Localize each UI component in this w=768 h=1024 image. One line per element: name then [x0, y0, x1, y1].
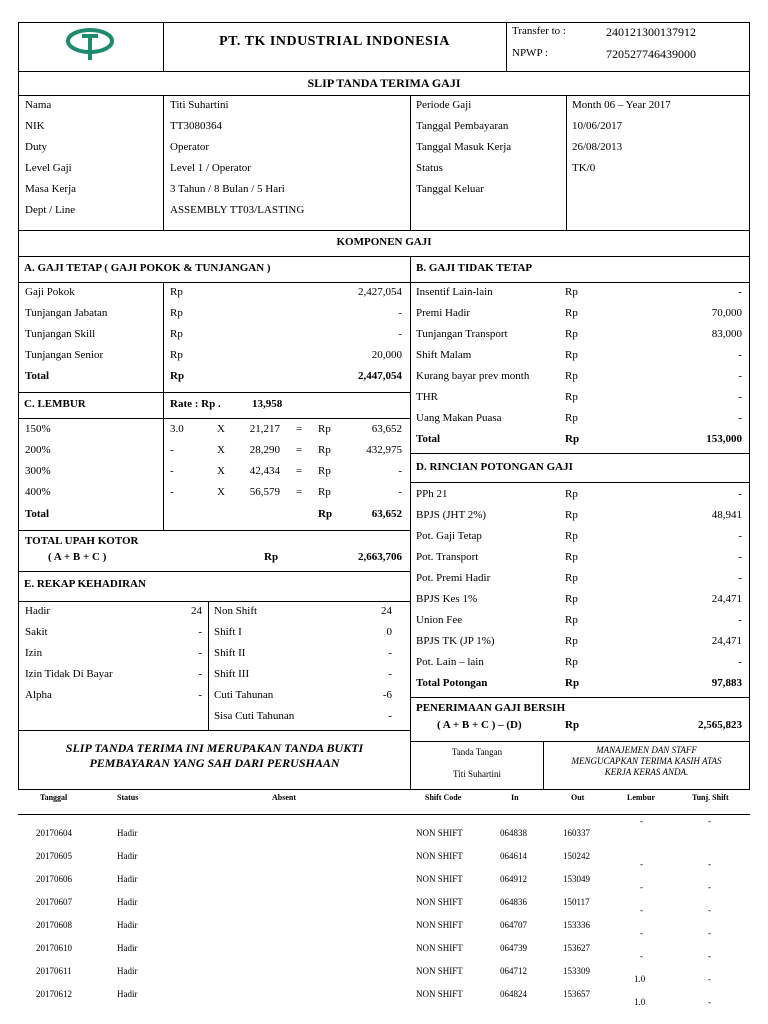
potongan-value: 97,883	[711, 677, 742, 689]
gaji-tidak-tetap-label: THR	[416, 391, 438, 403]
gaji-tidak-tetap-value: -	[738, 412, 742, 424]
potongan-label: BPJS Kes 1%	[416, 593, 478, 605]
lembur-label: 300%	[25, 465, 51, 477]
potongan-cur: Rp	[565, 677, 580, 689]
lembur-eq: =	[296, 423, 303, 435]
period-value: 26/08/2013	[572, 141, 623, 153]
kehadiran-value: -	[198, 668, 202, 680]
period-value: TK/0	[572, 162, 596, 174]
gaji-tidak-tetap-label: Kurang bayar prev month	[416, 370, 530, 382]
lembur-hours: -	[170, 486, 174, 498]
attendance-in: 064707	[500, 920, 527, 930]
gaji-tetap-title: A. GAJI TETAP ( GAJI POKOK & TUNJANGAN )	[24, 262, 271, 274]
attendance-date: 20170612	[36, 989, 72, 999]
upah-kotor-title: TOTAL UPAH KOTOR	[25, 535, 139, 547]
gaji-tetap-value: -	[398, 307, 402, 319]
gaji-tidak-tetap-value: -	[738, 286, 742, 298]
upah-kotor-value: 2,663,706	[358, 551, 402, 563]
lembur-eq: =	[296, 465, 303, 477]
upah-kotor-cur: Rp	[264, 551, 279, 563]
potongan-cur: Rp	[565, 572, 578, 584]
kehadiran-label: Sakit	[25, 626, 48, 638]
transfer-label: Transfer to :	[512, 25, 566, 37]
potongan-label: Pot. Lain – lain	[416, 656, 484, 668]
potongan-title: D. RINCIAN POTONGAN GAJI	[416, 461, 573, 473]
period-label: Tanggal Pembayaran	[416, 120, 509, 132]
employee-info-box	[18, 95, 750, 231]
attendance-lembur: -	[640, 951, 643, 961]
kehadiran-label: Non Shift	[214, 605, 258, 617]
attendance-out: 153657	[563, 989, 590, 999]
potongan-cur: Rp	[565, 530, 578, 542]
potongan-cur: Rp	[565, 488, 578, 500]
attendance-out: 150117	[563, 897, 590, 907]
gaji-tidak-tetap-cur: Rp	[565, 328, 578, 340]
lembur-value: 63,652	[371, 423, 402, 435]
gaji-tidak-tetap-cur: Rp	[565, 391, 578, 403]
komponen-title: KOMPONEN GAJI	[336, 236, 432, 248]
attendance-tunj: -	[708, 928, 711, 938]
lembur-total-value: 63,652	[371, 508, 402, 520]
attendance-status: Hadir	[117, 874, 138, 884]
lembur-hours: 3.0	[170, 423, 184, 435]
attendance-shift: NON SHIFT	[416, 828, 463, 838]
gaji-tetap-label: Tunjangan Jabatan	[25, 307, 108, 319]
gaji-tetap-cur: Rp	[170, 328, 183, 340]
kehadiran-label: Cuti Tahunan	[214, 689, 274, 701]
lembur-label: 150%	[25, 423, 51, 435]
attendance-tunj: -	[708, 905, 711, 915]
gaji-tidak-tetap-value: -	[738, 349, 742, 361]
attendance-header-cell: Lembur	[627, 793, 655, 802]
attendance-shift: NON SHIFT	[416, 943, 463, 953]
gaji-tidak-tetap-cur: Rp	[565, 412, 578, 424]
attendance-out: 150242	[563, 851, 590, 861]
employee-value: 3 Tahun / 8 Bulan / 5 Hari	[170, 183, 285, 195]
attendance-status: Hadir	[117, 966, 138, 976]
npwp-label: NPWP :	[512, 47, 548, 59]
lembur-total-label: Total	[25, 508, 50, 520]
gaji-tidak-tetap-cur: Rp	[565, 349, 578, 361]
attendance-tunj: -	[708, 882, 711, 892]
gaji-tidak-tetap-label: Uang Makan Puasa	[416, 412, 502, 424]
lembur-label: 400%	[25, 486, 51, 498]
attendance-header-cell: Status	[117, 793, 139, 802]
attendance-in: 064824	[500, 989, 527, 999]
company-logo	[64, 25, 116, 61]
period-label: Status	[416, 162, 443, 174]
gaji-tetap-label: Gaji Pokok	[25, 286, 75, 298]
gaji-tidak-tetap-cur: Rp	[565, 307, 578, 319]
npwp-value: 720527746439000	[606, 47, 696, 61]
sign-label: Tanda Tangan	[451, 747, 503, 757]
attendance-status: Hadir	[117, 851, 138, 861]
potongan-cur: Rp	[565, 656, 578, 668]
attendance-date: 20170607	[36, 897, 72, 907]
statement-line-1: SLIP TANDA TERIMA INI MERUPAKAN TANDA BUKTI	[65, 741, 364, 755]
lembur-x: X	[217, 444, 225, 456]
attendance-date: 20170604	[36, 828, 72, 838]
lembur-cur: Rp	[318, 465, 331, 477]
potongan-cur: Rp	[565, 593, 578, 605]
mgmt-line-3: KERJA KERAS ANDA.	[604, 767, 689, 777]
gaji-tetap-cur: Rp	[170, 307, 183, 319]
gaji-tetap-label: Tunjangan Senior	[25, 349, 104, 361]
kehadiran-label: Izin	[25, 647, 43, 659]
lembur-hours: -	[170, 465, 174, 477]
attendance-lembur: -	[640, 882, 643, 892]
gaji-tidak-tetap-label: Total	[416, 433, 441, 445]
employee-label: Dept / Line	[25, 204, 76, 216]
kehadiran-label: Shift II	[214, 647, 246, 659]
attendance-lembur: -	[640, 859, 643, 869]
gaji-tidak-tetap-title: B. GAJI TIDAK TETAP	[416, 262, 533, 274]
transfer-value: 240121300137912	[606, 25, 696, 39]
attendance-out: 153336	[563, 920, 590, 930]
gaji-tidak-tetap-value: -	[738, 391, 742, 403]
attendance-in: 064739	[500, 943, 527, 953]
kehadiran-label: Sisa Cuti Tahunan	[214, 710, 295, 722]
upah-kotor-formula: ( A + B + C )	[48, 551, 107, 563]
lembur-title: C. LEMBUR	[24, 398, 86, 410]
lembur-x: X	[217, 486, 225, 498]
gaji-tetap-cur: Rp	[170, 286, 183, 298]
attendance-date: 20170610	[36, 943, 72, 953]
employee-value: Titi Suhartini	[170, 99, 229, 111]
attendance-status: Hadir	[117, 989, 138, 999]
attendance-shift: NON SHIFT	[416, 851, 463, 861]
mgmt-line-2: MENGUCAPKAN TERIMA KASIH ATAS	[571, 756, 722, 766]
potongan-value: -	[738, 488, 742, 500]
attendance-tunj: -	[708, 974, 711, 984]
lembur-mark: -	[640, 816, 643, 826]
attendance-lembur: -	[640, 905, 643, 915]
employee-value: Level 1 / Operator	[170, 162, 251, 174]
attendance-in: 064712	[500, 966, 527, 976]
kehadiran-value: -	[388, 668, 392, 680]
potongan-value: -	[738, 530, 742, 542]
attendance-date: 20170606	[36, 874, 72, 884]
kehadiran-value: -	[388, 710, 392, 722]
attendance-header-cell: Tanggal	[40, 793, 68, 802]
gaji-tetap-label: Total	[25, 370, 50, 382]
lembur-hours: -	[170, 444, 174, 456]
gaji-tidak-tetap-value: 153,000	[706, 433, 742, 445]
potongan-label: Union Fee	[416, 614, 463, 626]
kehadiran-value: -6	[382, 689, 392, 701]
attendance-lembur: 1.0	[634, 974, 646, 984]
mgmt-line-1: MANAJEMEN DAN STAFF	[596, 745, 697, 755]
potongan-value: 48,941	[711, 509, 742, 521]
attendance-date: 20170611	[36, 966, 72, 976]
lembur-label: 200%	[25, 444, 51, 456]
potongan-label: BPJS TK (JP 1%)	[416, 635, 495, 647]
potongan-cur: Rp	[565, 614, 578, 626]
attendance-out: 153627	[563, 943, 590, 953]
kehadiran-label: Alpha	[25, 689, 52, 701]
gaji-tetap-value: 20,000	[371, 349, 402, 361]
lembur-rate: 56,579	[249, 486, 280, 498]
gaji-tetap-cur: Rp	[170, 349, 183, 361]
company-name: PT. TK INDUSTRIAL INDONESIA	[219, 34, 450, 49]
bersih-formula: ( A + B + C ) – (D)	[437, 719, 522, 731]
tunj-mark: -	[708, 816, 711, 826]
sign-name: Titi Suhartini	[453, 769, 501, 779]
kehadiran-title: E. REKAP KEHADIRAN	[24, 578, 146, 590]
kehadiran-value: -	[198, 626, 202, 638]
attendance-header-cell: Absent	[272, 793, 297, 802]
potongan-cur: Rp	[565, 635, 578, 647]
kehadiran-label: Shift III	[214, 668, 250, 680]
employee-label: NIK	[25, 120, 45, 132]
potongan-cur: Rp	[565, 551, 578, 563]
attendance-in: 064838	[500, 828, 527, 838]
attendance-date: 20170605	[36, 851, 72, 861]
lembur-total-cur: Rp	[318, 508, 333, 520]
bersih-title: PENERIMAAN GAJI BERSIH	[416, 702, 566, 714]
potongan-label: Pot. Premi Hadir	[416, 572, 491, 584]
gaji-tetap-value: 2,427,054	[358, 286, 402, 298]
attendance-shift: NON SHIFT	[416, 920, 463, 930]
employee-value: ASSEMBLY TT03/LASTING	[170, 204, 305, 216]
attendance-tunj: -	[708, 859, 711, 869]
bersih-cur: Rp	[565, 719, 580, 731]
employee-label: Duty	[25, 141, 47, 153]
attendance-status: Hadir	[117, 897, 138, 907]
lembur-rate-label: Rate : Rp .	[170, 398, 221, 410]
attendance-header-cell: Tunj. Shift	[692, 793, 729, 802]
potongan-cur: Rp	[565, 509, 578, 521]
gaji-tidak-tetap-value: -	[738, 370, 742, 382]
lembur-rate: 28,290	[249, 444, 280, 456]
attendance-in: 064614	[500, 851, 527, 861]
gaji-tidak-tetap-label: Insentif Lain-lain	[416, 286, 493, 298]
potongan-value: -	[738, 614, 742, 626]
lembur-cur: Rp	[318, 423, 331, 435]
lembur-eq: =	[296, 444, 303, 456]
attendance-header-cell: Out	[571, 793, 585, 802]
attendance-lembur: 1.0	[634, 997, 646, 1007]
attendance-status: Hadir	[117, 828, 138, 838]
employee-label: Level Gaji	[25, 162, 72, 174]
potongan-value: -	[738, 656, 742, 668]
lembur-value: 432,975	[366, 444, 402, 456]
attendance-shift: NON SHIFT	[416, 874, 463, 884]
attendance-in: 064836	[500, 897, 527, 907]
gaji-tetap-value: -	[398, 328, 402, 340]
lembur-value: -	[398, 465, 402, 477]
gaji-tidak-tetap-label: Tunjangan Transport	[416, 328, 508, 340]
lembur-value: -	[398, 486, 402, 498]
kehadiran-value: -	[388, 647, 392, 659]
potongan-value: -	[738, 572, 742, 584]
gaji-tidak-tetap-value: 83,000	[711, 328, 742, 340]
slip-title: SLIP TANDA TERIMA GAJI	[307, 76, 461, 90]
potongan-label: BPJS (JHT 2%)	[416, 509, 487, 521]
potongan-label: Pot. Transport	[416, 551, 479, 563]
period-label: Tanggal Keluar	[416, 183, 484, 195]
lembur-rate-value: 13,958	[252, 398, 283, 410]
lembur-x: X	[217, 465, 225, 477]
attendance-out: 153049	[563, 874, 590, 884]
gaji-tetap-label: Tunjangan Skill	[25, 328, 96, 340]
kehadiran-label: Izin Tidak Di Bayar	[25, 668, 113, 680]
attendance-status: Hadir	[117, 920, 138, 930]
lembur-x: X	[217, 423, 225, 435]
statement-line-2: PEMBAYARAN YANG SAH DARI PERUSHAAN	[89, 756, 340, 770]
lembur-rate: 42,434	[249, 465, 280, 477]
attendance-header-cell: In	[511, 793, 519, 802]
attendance-shift: NON SHIFT	[416, 966, 463, 976]
period-value: 10/06/2017	[572, 120, 623, 132]
gaji-tetap-cur: Rp	[170, 370, 185, 382]
attendance-in: 064912	[500, 874, 527, 884]
lembur-eq: =	[296, 486, 303, 498]
period-label: Periode Gaji	[416, 99, 472, 111]
attendance-shift: NON SHIFT	[416, 989, 463, 999]
period-value: Month 06 – Year 2017	[572, 99, 671, 111]
attendance-tunj: -	[708, 997, 711, 1007]
potongan-value: -	[738, 551, 742, 563]
employee-label: Nama	[25, 99, 52, 111]
potongan-value: 24,471	[711, 593, 742, 605]
gaji-tidak-tetap-label: Premi Hadir	[416, 307, 471, 319]
attendance-out: 160337	[563, 828, 590, 838]
kehadiran-value: -	[198, 689, 202, 701]
attendance-header-cell: Shift Code	[425, 793, 462, 802]
attendance-date: 20170608	[36, 920, 72, 930]
gaji-tidak-tetap-cur: Rp	[565, 286, 578, 298]
potongan-label: Pot. Gaji Tetap	[416, 530, 482, 542]
attendance-shift: NON SHIFT	[416, 897, 463, 907]
potongan-label: Total Potongan	[416, 677, 488, 689]
attendance-status: Hadir	[117, 943, 138, 953]
kehadiran-label: Shift I	[214, 626, 242, 638]
kehadiran-value: -	[198, 647, 202, 659]
potongan-label: PPh 21	[416, 488, 448, 500]
kehadiran-label: Hadir	[25, 605, 51, 617]
gaji-tidak-tetap-cur: Rp	[565, 433, 580, 445]
gaji-tidak-tetap-value: 70,000	[711, 307, 742, 319]
gaji-tidak-tetap-cur: Rp	[565, 370, 578, 382]
employee-value: TT3080364	[170, 120, 222, 132]
attendance-lembur: -	[640, 928, 643, 938]
employee-label: Masa Kerja	[25, 183, 77, 195]
attendance-out: 153309	[563, 966, 590, 976]
employee-value: Operator	[170, 141, 210, 153]
kehadiran-value: 0	[386, 626, 392, 638]
lembur-cur: Rp	[318, 486, 331, 498]
gaji-tidak-tetap-label: Shift Malam	[416, 349, 472, 361]
kehadiran-value: 24	[381, 605, 392, 617]
kehadiran-value: 24	[191, 605, 202, 617]
attendance-tunj: -	[708, 951, 711, 961]
lembur-cur: Rp	[318, 444, 331, 456]
lembur-rate: 21,217	[249, 423, 280, 435]
period-label: Tanggal Masuk Kerja	[416, 141, 512, 153]
potongan-value: 24,471	[711, 635, 742, 647]
bersih-value: 2,565,823	[698, 719, 742, 731]
gaji-tetap-value: 2,447,054	[358, 370, 402, 382]
